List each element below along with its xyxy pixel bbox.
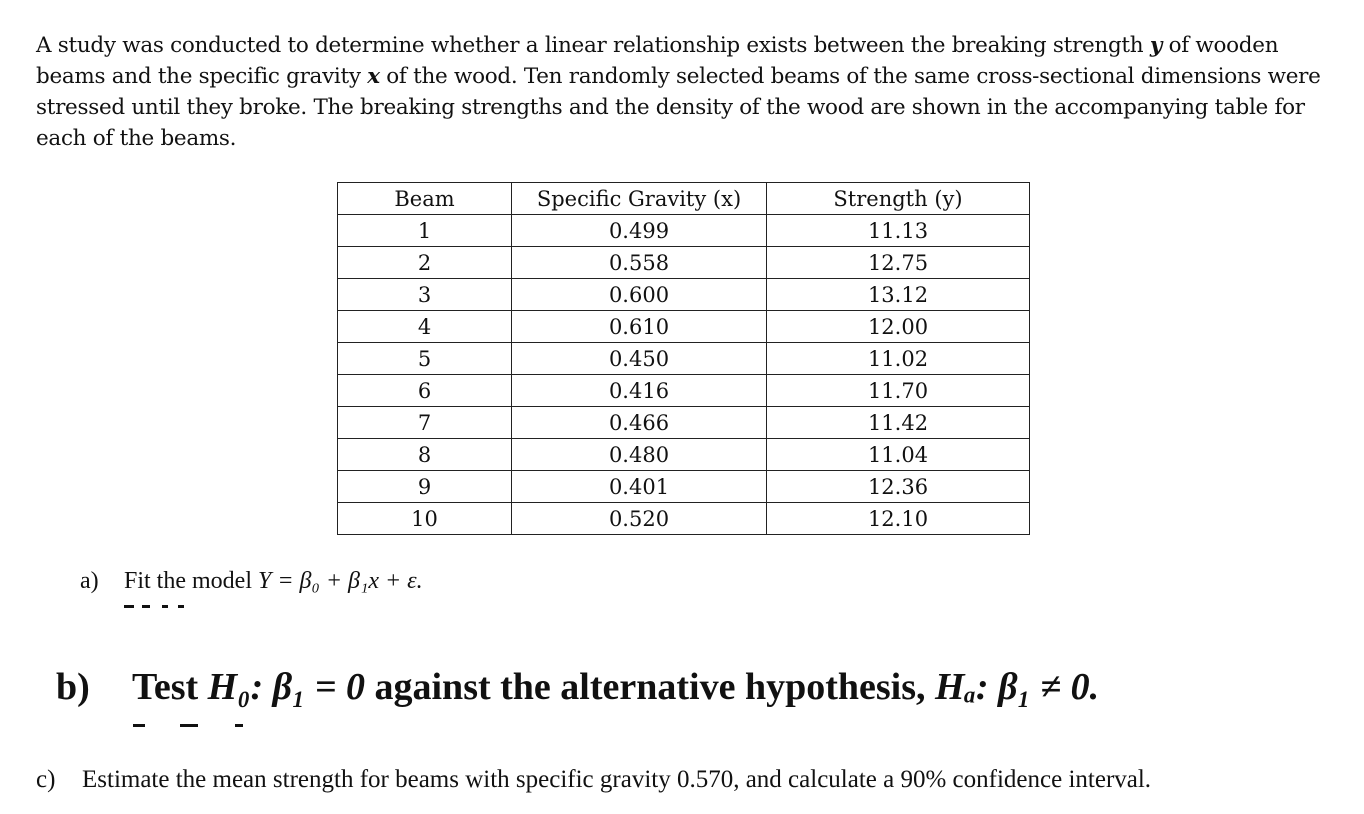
cell-strength: 11.42: [767, 407, 1030, 439]
cell-beam: 5: [338, 343, 512, 375]
question-b-text-2: against the alternative hypothesis,: [365, 666, 935, 708]
clipped-text-fragment: [162, 605, 168, 608]
table-row: [338, 503, 1030, 535]
problem-statement: [36, 30, 1336, 154]
table-header-row: [338, 183, 1030, 215]
cell-gravity: 0.450: [512, 343, 767, 375]
null-hypothesis: H₀: β₁ = 0: [207, 666, 365, 708]
cell-beam: 8: [338, 439, 512, 471]
var-x: x: [367, 64, 380, 89]
cell-strength: 12.10: [767, 503, 1030, 535]
cell-beam: 6: [338, 375, 512, 407]
cell-gravity: 0.416: [512, 375, 767, 407]
cell-gravity: 0.499: [512, 215, 767, 247]
question-b-text-1: Test: [132, 666, 208, 708]
data-table: [337, 182, 1030, 535]
cell-gravity: 0.610: [512, 311, 767, 343]
header-beam: Beam: [338, 183, 512, 215]
alternative-hypothesis: Hₐ: β₁ ≠ 0.: [935, 666, 1100, 708]
question-a-model: Y = β₀ + β₁x + ε.: [258, 568, 423, 594]
cell-gravity: 0.466: [512, 407, 767, 439]
table-row: [338, 279, 1030, 311]
table-row: [338, 215, 1030, 247]
intro-text-2: of wooden beams and the specific gravity: [36, 33, 1279, 89]
header-specific-gravity: Specific Gravity (x): [512, 183, 767, 215]
table-row: [338, 439, 1030, 471]
cell-strength: 11.02: [767, 343, 1030, 375]
question-b: [56, 665, 1099, 709]
question-c: [36, 766, 1151, 794]
table-row: [338, 471, 1030, 503]
intro-text-3: of the wood. Ten randomly selected beams of the same cross-sectional dimensions were stressed until they broke. The breaking strengths and the density of the wood are shown in the accompanying table for each of the beams.: [36, 64, 1321, 151]
cell-beam: 9: [338, 471, 512, 503]
cell-gravity: 0.480: [512, 439, 767, 471]
clipped-text-fragment: [133, 724, 145, 727]
question-a: [80, 568, 423, 595]
cell-gravity: 0.401: [512, 471, 767, 503]
clipped-text-fragment: [180, 724, 198, 727]
clipped-text-fragment: [124, 605, 134, 608]
table-row: [338, 311, 1030, 343]
cell-strength: 13.12: [767, 279, 1030, 311]
cell-strength: 11.04: [767, 439, 1030, 471]
cell-gravity: 0.558: [512, 247, 767, 279]
question-b-label: b): [56, 666, 90, 708]
clipped-text-fragment: [142, 605, 150, 608]
cell-strength: 12.36: [767, 471, 1030, 503]
cell-strength: 11.13: [767, 215, 1030, 247]
table-row: [338, 343, 1030, 375]
question-c-text: Estimate the mean strength for beams with specific gravity 0.570, and calculate a 90% confidence interval.: [82, 766, 1152, 793]
cell-strength: 12.75: [767, 247, 1030, 279]
intro-text-1: A study was conducted to determine whether a linear relationship exists between the breaking strength: [36, 33, 1150, 58]
cell-beam: 1: [338, 215, 512, 247]
clipped-text-fragment: [178, 605, 184, 608]
cell-strength: 12.00: [767, 311, 1030, 343]
table-row: [338, 407, 1030, 439]
cell-beam: 4: [338, 311, 512, 343]
cell-beam: 3: [338, 279, 512, 311]
clipped-text-fragment: [235, 724, 243, 727]
cell-gravity: 0.600: [512, 279, 767, 311]
table-row: [338, 247, 1030, 279]
cell-beam: 7: [338, 407, 512, 439]
cell-gravity: 0.520: [512, 503, 767, 535]
var-y: y: [1149, 33, 1163, 58]
header-strength: Strength (y): [767, 183, 1030, 215]
table-row: [338, 375, 1030, 407]
cell-beam: 2: [338, 247, 512, 279]
cell-strength: 11.70: [767, 375, 1030, 407]
question-c-label: c): [36, 766, 56, 793]
cell-beam: 10: [338, 503, 512, 535]
question-a-label: a): [80, 568, 99, 594]
question-a-text: Fit the model: [124, 568, 258, 594]
